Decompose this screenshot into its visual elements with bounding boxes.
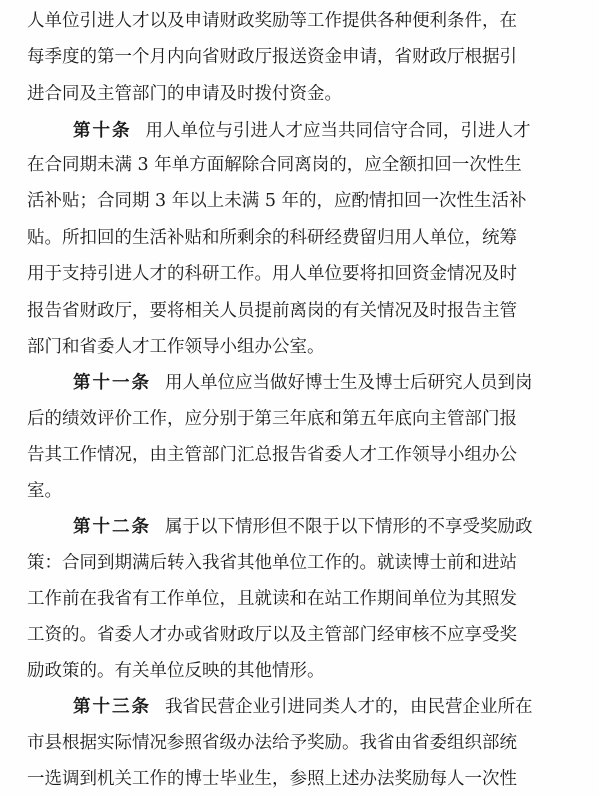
line-text: 工作前在我省有工作单位，且就读和在站工作期间单位为其照发 [27,589,517,609]
line-text: 进合同及主管部门的申请及时拨付资金。 [27,84,342,104]
text-line [27,548,599,578]
line-text: 属于以下情形但不限于以下情形的不享受奖励政 [165,517,533,537]
text-line [27,332,599,362]
text-line [27,296,599,326]
line-text: 活补贴；合同期 3 年以上未满 5 年的，应酌情扣回一次性生活补 [27,191,527,211]
article-line [73,116,599,146]
text-line [27,620,599,650]
line-text: 部门和省委人才工作领导小组办公室。 [27,337,325,357]
line-text: 策：合同到期满后转入我省其他单位工作的。就读博士前和进站 [27,553,517,573]
text-line [27,476,599,506]
line-text: 市县根据实际情况参照省级办法给予奖励。我省由省委组织部统 [27,733,517,753]
text-line [27,404,599,434]
text-line [27,223,599,253]
text-line [27,150,599,180]
article-number: 第十条 [73,121,132,141]
article-line [73,512,599,542]
line-text: 贴。所扣回的生活补贴和所剩余的科研经费留归用人单位，统筹 [27,228,517,248]
article-line [73,368,599,398]
text-line [27,79,599,109]
line-text: 我省民营企业引进同类人才的，由民营企业所在 [165,697,533,717]
text-line [27,656,599,686]
line-text: 报告省财政厅，要将相关人员提前离岗的有关情况及时报告主管 [27,301,517,321]
line-text: 用于支持引进人才的科研工作。用人单位要将扣回资金情况及时 [27,264,517,284]
line-text: 用人单位应当做好博士生及博士后研究人员到岗 [165,373,533,393]
text-line [27,584,599,614]
article-number: 第十二条 [73,517,151,537]
line-text: 后的绩效评价工作，应分别于第三年底和第五年底向主管部门报 [27,409,517,429]
text-line [27,186,599,216]
text-line [27,42,599,72]
article-line [73,692,599,722]
line-text: 在合同期未满 3 年单方面解除合同离岗的，应全额扣回一次性生 [27,155,522,175]
text-line [27,440,599,470]
text-line [27,259,599,289]
line-text: 用人单位与引进人才应当共同信守合同，引进人才 [145,121,531,141]
text-line [27,6,599,36]
line-text: 励政策的。有关单位反映的其他情形。 [27,661,325,681]
line-text: 一选调到机关工作的博士毕业生，参照上述办法奖励每人一次性 [27,769,517,789]
text-line [27,764,599,794]
article-number: 第十一条 [73,373,151,393]
text-line [27,728,599,758]
line-text: 室。 [27,481,62,501]
article-number: 第十三条 [73,697,151,717]
line-text: 工资的。省委人才办或省财政厅以及主管部门经审核不应享受奖 [27,625,517,645]
line-text: 每季度的第一个月内向省财政厅报送资金申请，省财政厅根据引 [27,47,517,67]
line-text: 告其工作情况，由主管部门汇总报告省委人才工作领导小组办公 [27,445,517,465]
line-text: 人单位引进人才以及申请财政奖励等工作提供各种便利条件，在 [27,11,517,31]
